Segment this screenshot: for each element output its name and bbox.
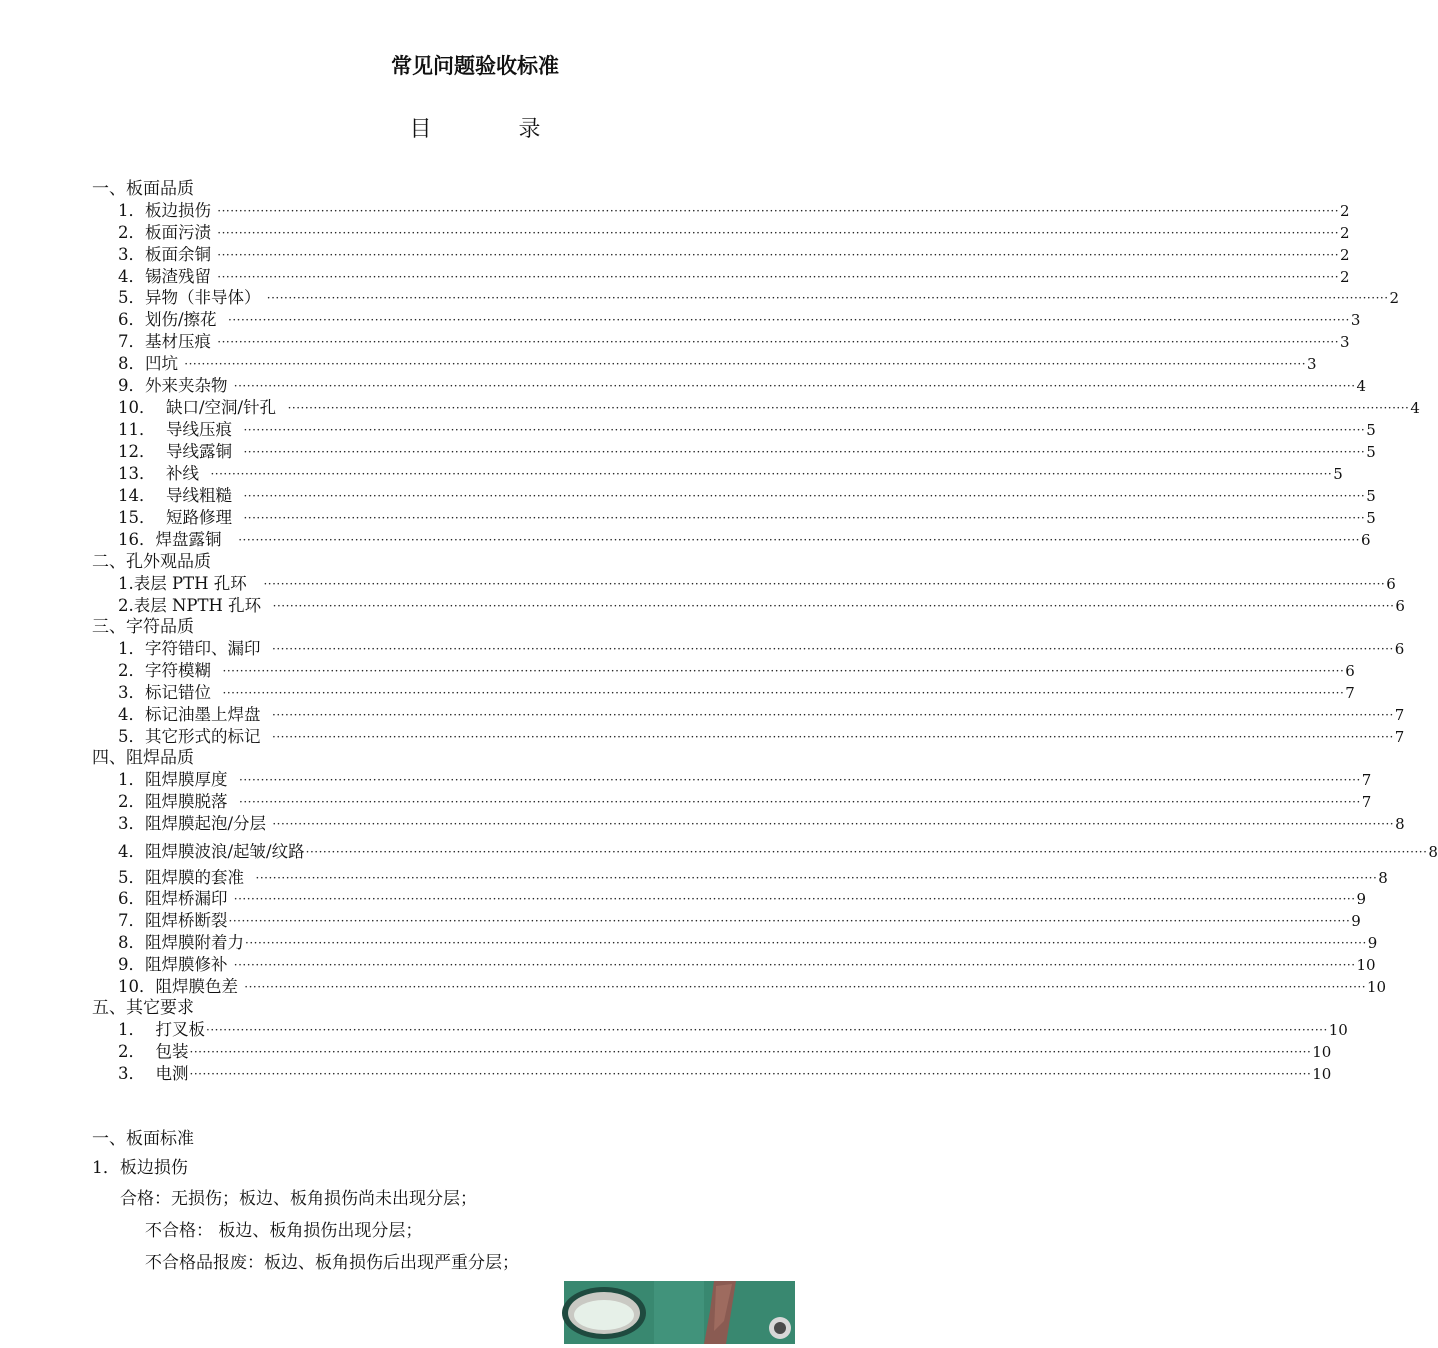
toc-page-number: 7 (1394, 728, 1405, 746)
toc-leader-dots: ···································································································································································································································································· (272, 730, 1394, 744)
toc-entry[interactable] (118, 638, 1405, 660)
toc-page-number: 10 (1367, 978, 1387, 996)
toc-page-number: 2 (1340, 246, 1350, 264)
toc-page-number: 5 (1366, 443, 1376, 461)
toc-page-number: 8 (1428, 843, 1438, 861)
toc-entry[interactable] (118, 309, 1361, 331)
toc-section-heading: 四、阻焊品质 (92, 748, 194, 768)
toc-entry[interactable] (118, 954, 1376, 976)
toc-entry-label: 1． 打叉板 (118, 1020, 205, 1039)
toc-page-number: 4 (1356, 377, 1367, 395)
toc-entry[interactable] (118, 573, 1396, 595)
toc-leader-dots: ···································································································································································································································································· (238, 533, 1360, 547)
toc-leader-dots: ···································································································································································································································································· (189, 1067, 1312, 1081)
toc-page-number: 9 (1356, 890, 1367, 908)
toc-entry[interactable] (118, 331, 1350, 353)
toc-entry-label: 1．阻焊膜厚度 (118, 770, 238, 789)
toc-page-number: 3 (1307, 355, 1317, 373)
toc-entry-label: 11． 导线压痕 (118, 420, 243, 439)
toc-page-number: 2 (1340, 202, 1350, 220)
toc-entry[interactable] (118, 841, 1438, 863)
toc-entry-label: 1.表层 PTH 孔环 (118, 574, 263, 593)
toc-entry-label: 2．阻焊膜脱落 (118, 792, 238, 811)
toc-entry[interactable] (118, 910, 1361, 932)
toc-page-number: 6 (1386, 575, 1396, 593)
toc-entry[interactable] (118, 266, 1350, 288)
toc-page-number: 3 (1340, 333, 1350, 351)
toc-page-number: 8 (1395, 815, 1405, 833)
toc-leader-dots: ···································································································································································································································································· (305, 845, 1428, 859)
toc-leader-dots: ···································································································································································································································································· (287, 401, 1410, 415)
toc-entry[interactable] (118, 441, 1376, 463)
toc-leader-dots: ···································································································································································································································································· (222, 664, 1345, 678)
toc-leader-dots: ···································································································································································································································································· (184, 357, 1307, 371)
toc-entry-label: 9．阻焊膜修补 (118, 955, 233, 974)
toc-page-number: 2 (1389, 289, 1400, 307)
toc-entry-label: 12． 导线露铜 (118, 442, 243, 461)
toc-leader-dots: ···································································································································································································································································· (217, 335, 1340, 349)
toc-entry[interactable] (118, 813, 1405, 835)
toc-page-number: 2 (1340, 224, 1350, 242)
toc-leader-dots: ···································································································································································································································································· (243, 489, 1366, 503)
toc-leader-dots: ···································································································································································································································································· (272, 708, 1394, 722)
toc-section-heading: 三、字符品质 (92, 617, 194, 637)
criteria-scrap: 不合格品报废：板边、板角损伤后出现严重分层； (145, 1253, 519, 1273)
toc-entry[interactable] (118, 1063, 1332, 1085)
toc-page-number: 10 (1312, 1065, 1332, 1083)
toc-leader-dots: ···································································································································································································································································· (272, 642, 1394, 656)
toc-entry-label: 4．锡渣残留 (118, 267, 217, 286)
toc-section-heading: 二、孔外观品质 (92, 552, 211, 572)
toc-entry-label: 2.表层 NPTH 孔环 (118, 596, 272, 615)
toc-leader-dots: ···································································································································································································································································· (239, 795, 1361, 809)
toc-page-number: 9 (1367, 934, 1378, 952)
toc-entry[interactable] (118, 375, 1367, 397)
toc-entry-label: 9．外来夹杂物 (118, 376, 233, 395)
toc-leader-dots: ···································································································································································································································································· (217, 270, 1340, 284)
toc-leader-dots: ···································································································································································································································································· (206, 1023, 1328, 1037)
toc-entry-label: 10．阻焊膜色差 (118, 977, 244, 996)
toc-leader-dots: ···································································································································································································································································· (263, 577, 1386, 591)
toc-page-number: 5 (1333, 465, 1343, 483)
toc-section-heading: 五、其它要求 (92, 998, 194, 1018)
toc-entry-label: 4．阻焊膜波浪/起皱/纹路 (118, 842, 305, 861)
toc-entry-label: 7．基材压痕 (118, 332, 217, 351)
toc-page-number: 6 (1395, 597, 1405, 615)
toc-entry-label: 6．划伤/擦花 (118, 310, 228, 329)
toc-page-number: 6 (1345, 662, 1355, 680)
toc-entry-label: 1．字符错印、漏印 (118, 639, 271, 658)
toc-leader-dots: ···································································································································································································································································· (243, 511, 1366, 525)
toc-entry[interactable] (118, 200, 1350, 222)
toc-entry-label: 15． 短路修理 (118, 508, 243, 527)
toc-entry-label: 1．板边损伤 (118, 201, 217, 220)
toc-entry[interactable] (118, 397, 1420, 419)
toc-leader-dots: ···································································································································································································································································· (222, 686, 1345, 700)
toc-entry[interactable] (118, 976, 1387, 998)
toc-entry-label: 2． 包装 (118, 1042, 189, 1061)
pcb-photo-illustration (564, 1281, 795, 1344)
toc-page-number: 6 (1394, 640, 1405, 658)
criteria-fail: 不合格： 板边、板角损伤出现分层； (145, 1221, 423, 1241)
toc-entry[interactable] (118, 222, 1350, 244)
toc-page-number: 10 (1356, 956, 1376, 974)
toc-entry-label: 8．凹坑 (118, 354, 184, 373)
toc-leader-dots: ···································································································································································································································································· (239, 773, 1361, 787)
toc-page-number: 7 (1345, 684, 1355, 702)
item-heading-board-edge-damage: 1．板边损伤 (92, 1158, 188, 1178)
toc-leader-dots: ···································································································································································································································································· (255, 871, 1378, 885)
toc-page-number: 5 (1366, 487, 1376, 505)
toc-leader-dots: ···································································································································································································································································· (272, 817, 1395, 831)
toc-page-number: 7 (1361, 793, 1372, 811)
toc-entry-label: 5．其它形式的标记 (118, 727, 271, 746)
toc-entry-label: 5．异物（非导体） (118, 288, 266, 307)
toc-leader-dots: ···································································································································································································································································· (189, 1045, 1312, 1059)
toc-leader-dots: ···································································································································································································································································· (217, 204, 1340, 218)
toc-entry[interactable] (118, 353, 1317, 375)
toc-entry[interactable] (118, 1041, 1332, 1063)
toc-entry[interactable] (118, 463, 1343, 485)
toc-entry-label: 2．字符模糊 (118, 661, 222, 680)
toc-page-number: 6 (1361, 531, 1371, 549)
toc-entry[interactable] (118, 791, 1372, 813)
toc-section-heading: 一、板面品质 (92, 179, 194, 199)
toc-page-number: 5 (1366, 421, 1376, 439)
toc-entry-label: 13． 补线 (118, 464, 210, 483)
toc-leader-dots: ···································································································································································································································································· (245, 936, 1367, 950)
document-title: 常见问题验收标准 (391, 53, 559, 78)
toc-entry-label: 5．阻焊膜的套准 (118, 868, 255, 887)
toc-page-number: 3 (1350, 311, 1361, 329)
toc-entry[interactable] (118, 529, 1371, 551)
toc-entry-label: 3．标记错位 (118, 683, 222, 702)
toc-entry[interactable] (118, 287, 1400, 309)
toc-page-number: 10 (1328, 1021, 1348, 1039)
toc-page-number: 2 (1340, 268, 1350, 286)
toc-entry-label: 6．阻焊桥漏印 (118, 889, 233, 908)
toc-entry[interactable] (118, 660, 1355, 682)
toc-leader-dots: ···································································································································································································································································· (272, 599, 1395, 613)
toc-entry-label: 3． 电测 (118, 1064, 189, 1083)
toc-entry-label: 3．阻焊膜起泡/分层 (118, 814, 272, 833)
toc-entry[interactable] (118, 485, 1376, 507)
toc-leader-dots: ···································································································································································································································································· (228, 914, 1351, 928)
toc-leader-dots: ···································································································································································································································································· (228, 313, 1350, 327)
toc-page-number: 7 (1361, 771, 1372, 789)
toc-page-number: 10 (1312, 1043, 1332, 1061)
toc-entry-label: 8．阻焊膜附着力 (118, 933, 244, 952)
section-heading-board-standard: 一、板面标准 (92, 1129, 194, 1149)
toc-entry-label: 14． 导线粗糙 (118, 486, 243, 505)
toc-entry[interactable] (118, 888, 1367, 910)
toc-leader-dots: ···································································································································································································································································· (243, 423, 1366, 437)
toc-entry[interactable] (118, 726, 1405, 748)
toc-page-number: 4 (1410, 399, 1420, 417)
toc-page-number: 8 (1378, 869, 1388, 887)
toc-entry[interactable] (118, 595, 1405, 617)
toc-entry-label: 7．阻焊桥断裂 (118, 911, 228, 930)
toc-entry[interactable] (118, 704, 1405, 726)
board-edge-damage-photo (564, 1281, 795, 1344)
toc-entry-label: 4．标记油墨上焊盘 (118, 705, 271, 724)
toc-page-number: 7 (1394, 706, 1405, 724)
toc-leader-dots: ···································································································································································································································································· (233, 379, 1356, 393)
toc-entry[interactable] (118, 932, 1378, 954)
toc-entry-label: 16．焊盘露铜 (118, 530, 238, 549)
toc-entry-label: 2．板面污渍 (118, 223, 217, 242)
toc-entry-label: 10． 缺口/空洞/针孔 (118, 398, 287, 417)
toc-entry[interactable] (118, 1019, 1348, 1041)
toc-entry[interactable] (118, 867, 1388, 889)
toc-leader-dots: ···································································································································································································································································· (233, 958, 1356, 972)
toc-page-number: 9 (1351, 912, 1361, 930)
toc-leader-dots: ···································································································································································································································································· (217, 248, 1340, 262)
toc-leader-dots: ···································································································································································································································································· (210, 467, 1333, 481)
toc-leader-dots: ···································································································································································································································································· (244, 980, 1367, 994)
toc-entry[interactable] (118, 419, 1376, 441)
toc-entry[interactable] (118, 682, 1355, 704)
toc-page-number: 5 (1366, 509, 1376, 527)
toc-entry[interactable] (118, 769, 1372, 791)
toc-entry[interactable] (118, 507, 1376, 529)
toc-leader-dots: ···································································································································································································································································· (217, 226, 1340, 240)
toc-heading: 目 录 (409, 117, 581, 142)
toc-leader-dots: ···································································································································································································································································· (233, 892, 1356, 906)
toc-entry[interactable] (118, 244, 1350, 266)
toc-leader-dots: ···································································································································································································································································· (266, 291, 1389, 305)
toc-entry-label: 3．板面余铜 (118, 245, 217, 264)
toc-leader-dots: ···································································································································································································································································· (243, 445, 1366, 459)
criteria-pass: 合格：无损伤；板边、板角损伤尚未出现分层； (120, 1189, 477, 1209)
